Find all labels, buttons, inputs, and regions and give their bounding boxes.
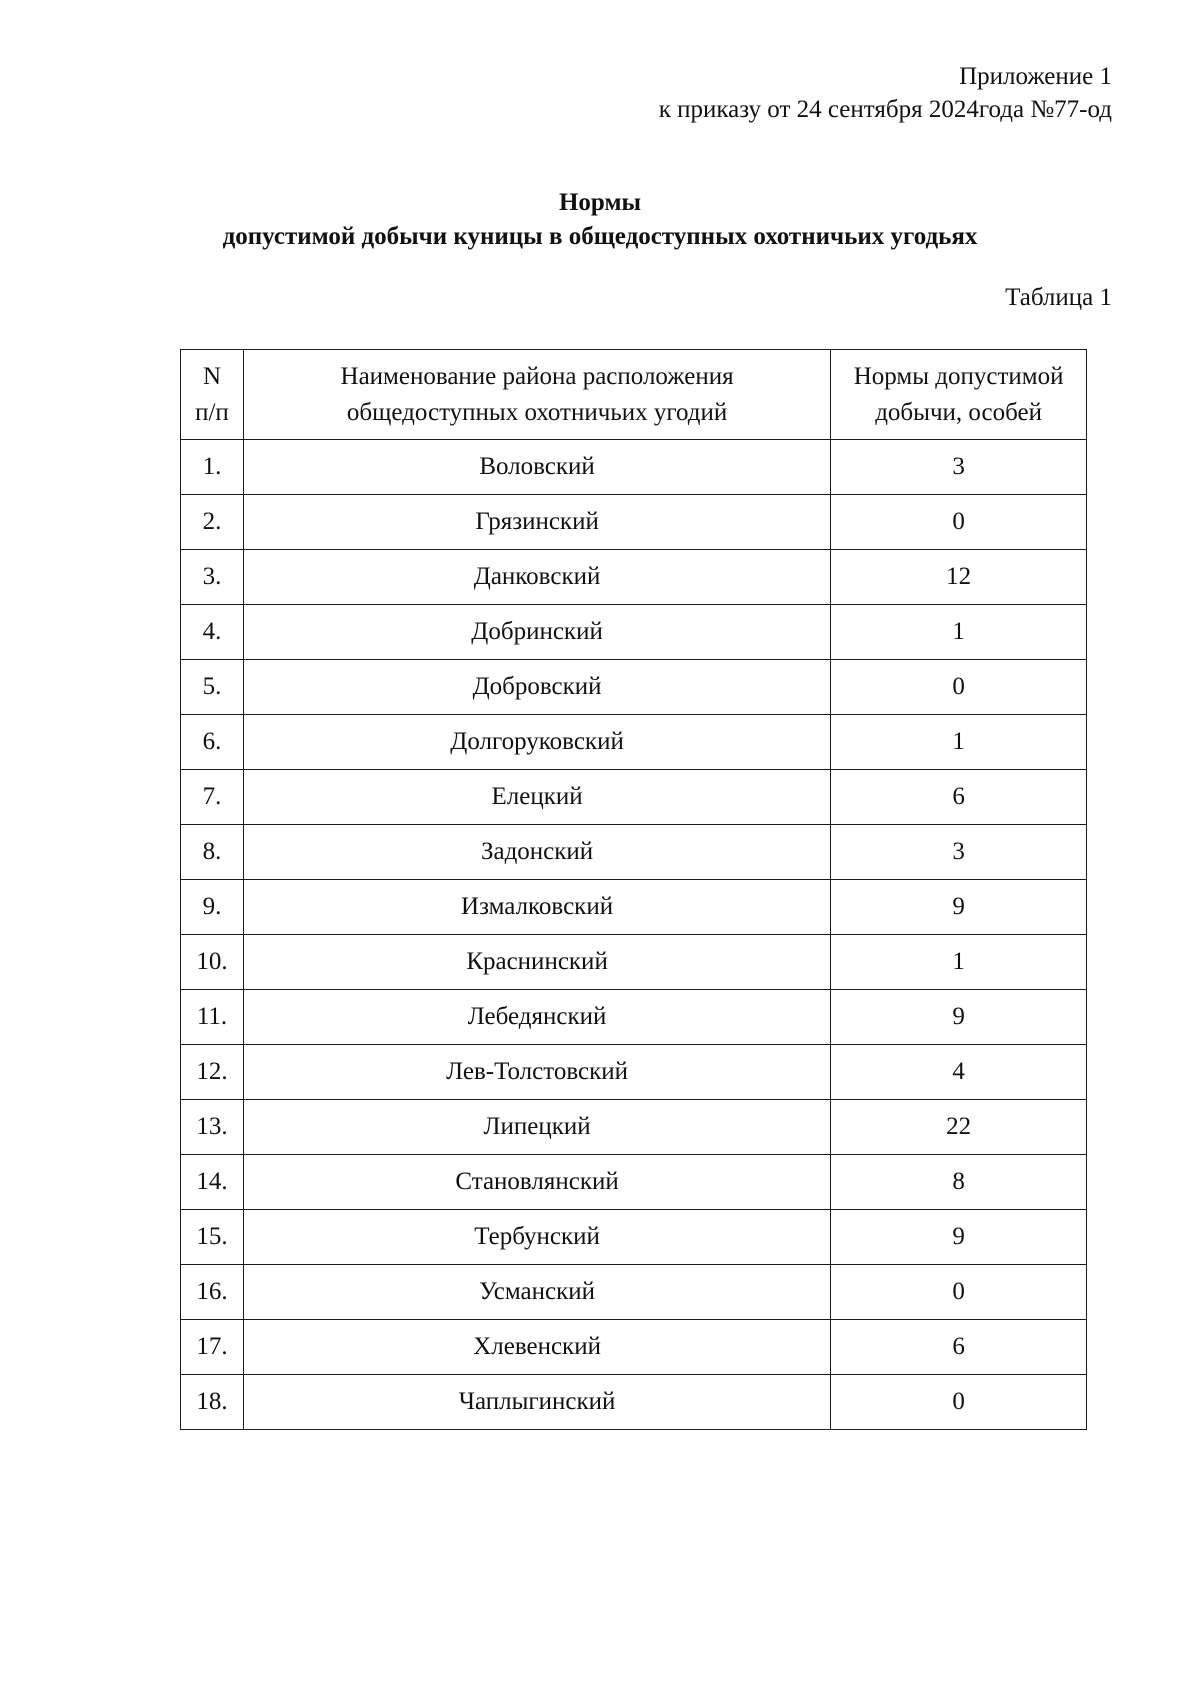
row-value: 0 <box>831 495 1087 550</box>
table-row <box>181 660 1087 715</box>
header-num <box>181 350 244 440</box>
row-value: 9 <box>831 880 1087 935</box>
row-name: Хлевенский <box>243 1320 830 1375</box>
header-value-line-2: добычи, особей <box>875 398 1042 426</box>
row-num: 14. <box>181 1155 244 1210</box>
row-value: 0 <box>831 1265 1087 1320</box>
row-num: 13. <box>181 1100 244 1155</box>
row-num: 5. <box>181 660 244 715</box>
row-value: 9 <box>831 990 1087 1045</box>
table-row <box>181 605 1087 660</box>
row-value: 6 <box>831 1320 1087 1375</box>
table-row <box>181 1100 1087 1155</box>
row-num: 3. <box>181 550 244 605</box>
row-name: Лев-Толстовский <box>243 1045 830 1100</box>
table-row <box>181 1045 1087 1100</box>
table-row <box>181 1210 1087 1265</box>
row-value: 1 <box>831 935 1087 990</box>
row-num: 1. <box>181 440 244 495</box>
table-row <box>181 990 1087 1045</box>
row-value: 1 <box>831 715 1087 770</box>
header-name <box>243 350 830 440</box>
row-num: 11. <box>181 990 244 1045</box>
row-value: 22 <box>831 1100 1087 1155</box>
table-row <box>181 1155 1087 1210</box>
appendix-note <box>659 60 1112 126</box>
row-name: Измалковский <box>243 880 830 935</box>
row-value: 12 <box>831 550 1087 605</box>
row-num: 8. <box>181 825 244 880</box>
row-num: 10. <box>181 935 244 990</box>
row-name: Долгоруковский <box>243 715 830 770</box>
row-name: Чаплыгинский <box>243 1375 830 1430</box>
title-line-1: Нормы <box>558 189 642 216</box>
row-value: 3 <box>831 825 1087 880</box>
row-name: Тербунский <box>243 1210 830 1265</box>
row-name: Грязинский <box>243 495 830 550</box>
norms-table <box>180 349 1087 1430</box>
header-value <box>831 350 1087 440</box>
table-row <box>181 1320 1087 1375</box>
header-num-line-1: N <box>202 362 221 390</box>
table-row <box>181 1265 1087 1320</box>
table-row <box>181 880 1087 935</box>
row-name: Добринский <box>243 605 830 660</box>
header-num-line-2: п/п <box>195 398 229 426</box>
row-value: 4 <box>831 1045 1087 1100</box>
row-num: 18. <box>181 1375 244 1430</box>
table-row <box>181 1375 1087 1430</box>
row-name: Лебедянский <box>243 990 830 1045</box>
appendix-order-reference: к приказу от 24 сентября 2024года №77-од <box>658 96 1112 123</box>
table-row <box>181 770 1087 825</box>
title-line-2: допустимой добычи куницы в общедоступных охотничьих угодьях <box>222 223 978 250</box>
row-value: 1 <box>831 605 1087 660</box>
row-name: Становлянский <box>243 1155 830 1210</box>
row-num: 7. <box>181 770 244 825</box>
table-row <box>181 550 1087 605</box>
row-value: 8 <box>831 1155 1087 1210</box>
header-name-line-2: общедоступных охотничьих угодий <box>346 398 728 426</box>
row-num: 4. <box>181 605 244 660</box>
appendix-number: Приложение 1 <box>959 63 1112 90</box>
row-name: Краснинский <box>243 935 830 990</box>
row-value: 0 <box>831 660 1087 715</box>
row-name: Задонский <box>243 825 830 880</box>
table-label: Таблица 1 <box>1005 284 1112 311</box>
row-value: 6 <box>831 770 1087 825</box>
row-name: Воловский <box>243 440 830 495</box>
header-name-line-1: Наименование района расположения <box>340 362 734 390</box>
table-row <box>181 935 1087 990</box>
row-num: 15. <box>181 1210 244 1265</box>
row-num: 6. <box>181 715 244 770</box>
row-value: 0 <box>831 1375 1087 1430</box>
row-num: 9. <box>181 880 244 935</box>
row-num: 16. <box>181 1265 244 1320</box>
table-row <box>181 495 1087 550</box>
row-num: 12. <box>181 1045 244 1100</box>
row-name: Елецкий <box>243 770 830 825</box>
document-title <box>0 186 1200 254</box>
row-name: Усманский <box>243 1265 830 1320</box>
header-value-line-1: Нормы допустимой <box>853 362 1064 390</box>
table-header-row <box>181 350 1087 440</box>
table-row <box>181 825 1087 880</box>
row-name: Данковский <box>243 550 830 605</box>
row-value: 3 <box>831 440 1087 495</box>
row-num: 2. <box>181 495 244 550</box>
row-value: 9 <box>831 1210 1087 1265</box>
row-name: Липецкий <box>243 1100 830 1155</box>
row-name: Добровский <box>243 660 830 715</box>
table-row <box>181 715 1087 770</box>
table-row <box>181 440 1087 495</box>
row-num: 17. <box>181 1320 244 1375</box>
